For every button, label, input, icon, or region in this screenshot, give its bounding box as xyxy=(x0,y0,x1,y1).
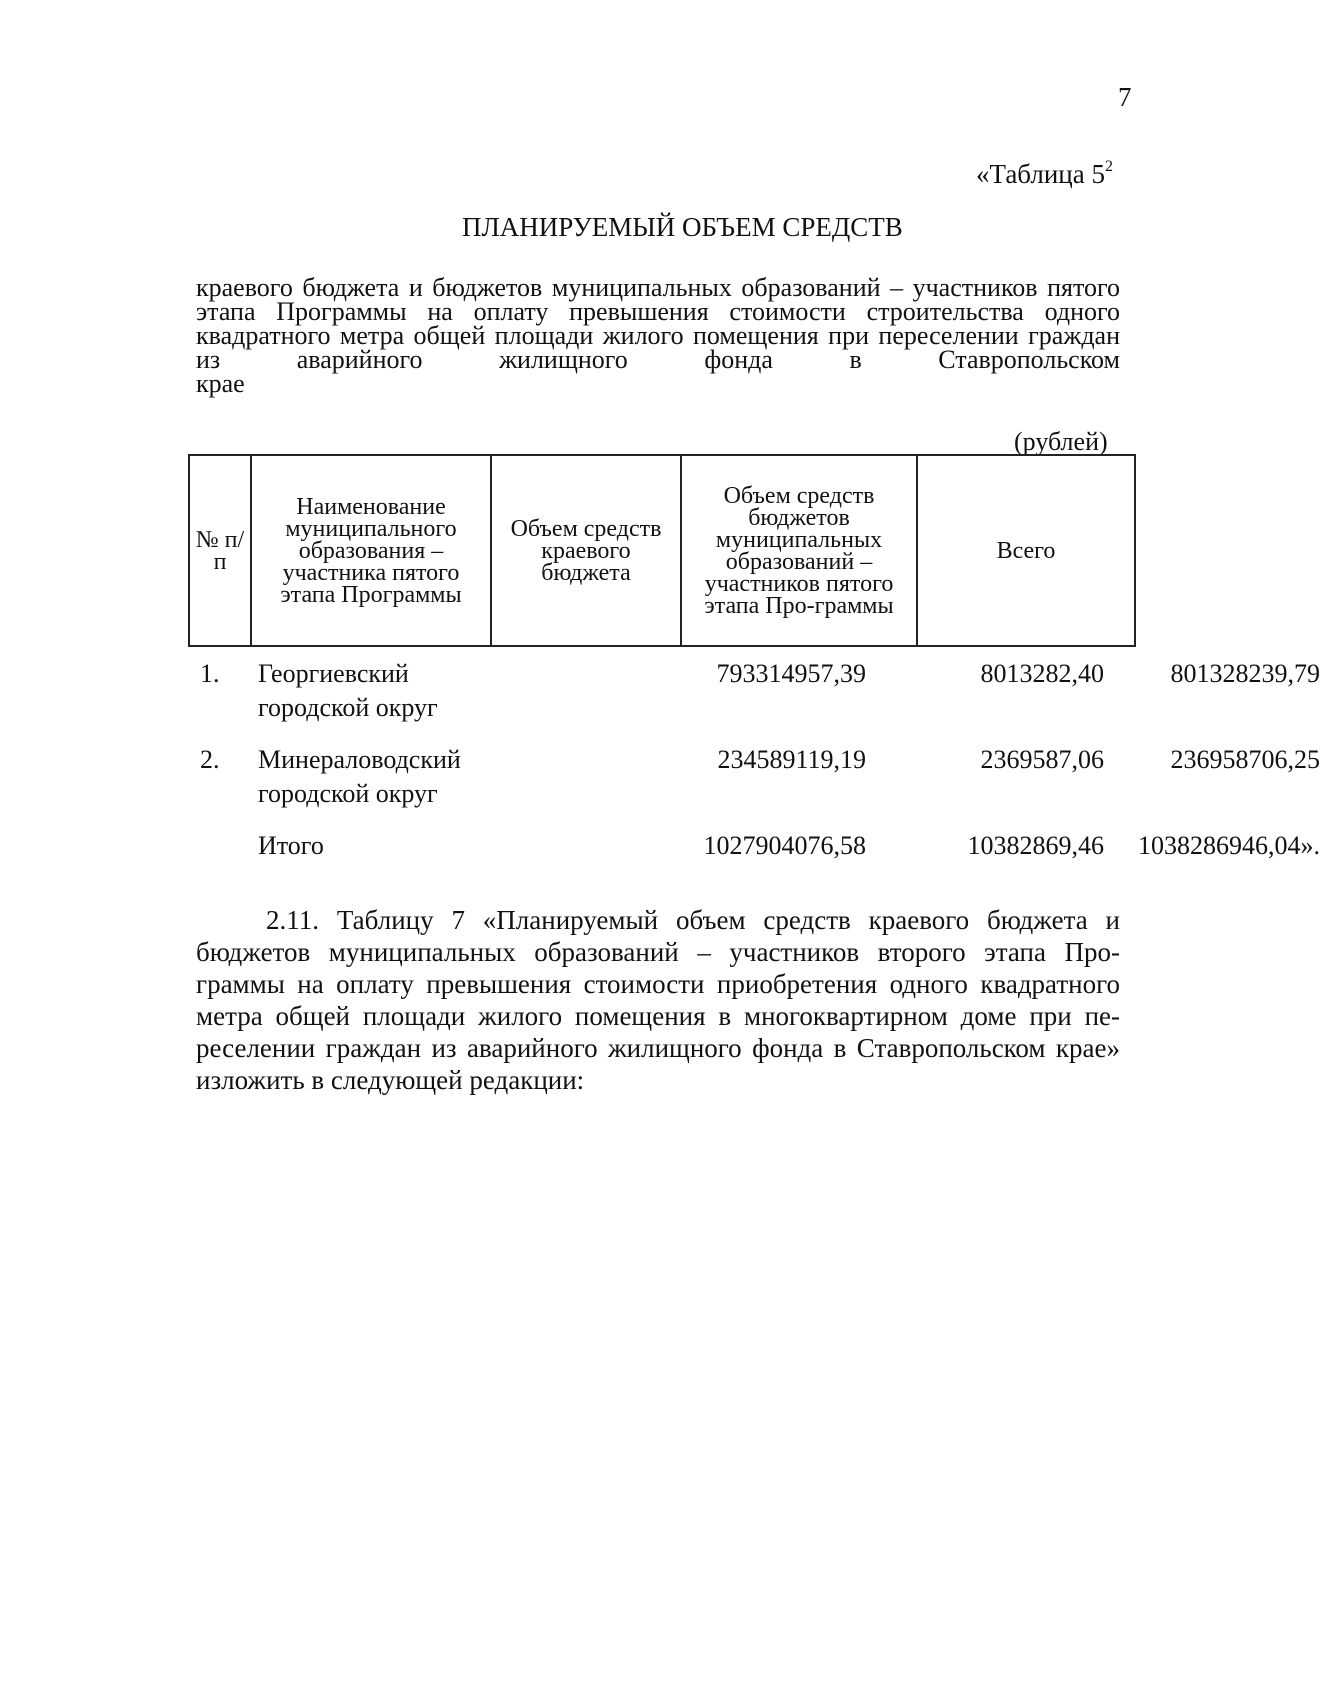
table-row xyxy=(188,743,1320,829)
table-total-row xyxy=(188,829,1320,879)
table-row xyxy=(188,657,1320,743)
row-total-value: 236958706,25 xyxy=(1170,745,1320,774)
units-label: (рублей) xyxy=(1014,427,1108,456)
header-index: № п/п xyxy=(189,455,251,646)
document-subtitle xyxy=(196,273,1120,398)
total-label: Итого xyxy=(258,831,324,860)
header-regional-budget: Объем средств краевого бюджета xyxy=(491,455,681,646)
row-index: 1. xyxy=(200,659,220,688)
total-sum-value: 1038286946,04». xyxy=(1138,831,1320,860)
document-subtitle-last-line: крае xyxy=(196,369,245,398)
header-name: Наименование муниципального образования – участника пятого этапа Программы xyxy=(251,455,491,646)
table-caption-text: «Таблица 5 xyxy=(976,159,1105,189)
row-municipal-value: 2369587,06 xyxy=(980,745,1104,774)
header-total: Всего xyxy=(917,455,1135,646)
total-regional-value: 1027904076,58 xyxy=(703,831,866,860)
row-regional-value: 234589119,19 xyxy=(717,745,866,774)
document-title: ПЛАНИРУЕМЫЙ ОБЪЕМ СРЕДСТВ xyxy=(462,212,903,242)
table-body xyxy=(188,657,1320,879)
table-caption-superscript: 2 xyxy=(1104,158,1113,175)
row-regional-value: 793314957,39 xyxy=(716,659,866,688)
row-index: 2. xyxy=(200,745,220,774)
row-total-value: 801328239,79 xyxy=(1170,659,1320,688)
body-paragraph: 2.11. Таблицу 7 «Планируемый объем средств краевого бюджета и бюджетов муниципальных образований – участников второго этапа Про-граммы на оплату превышения стоимости приобретения одного квадратного метра общей площади жилого помещения в многоквартирном доме при пе-реселении граждан из аварийного жилищного фонда в Ставропольском крае» изложить в следующей редакции: xyxy=(196,905,1120,1095)
total-municipal-value: 10382869,46 xyxy=(967,831,1104,860)
table-caption xyxy=(976,158,1113,190)
document-subtitle-main: краевого бюджета и бюджетов муниципальных образований – участников пятого этапа Программы на оплату превышения стоимости строительства одного квадратного метра общей площади жилого помещения при переселении граждан из аварийного жилищного фонда в Ставропольском xyxy=(196,273,1120,374)
table-header xyxy=(188,454,1136,647)
page-number: 7 xyxy=(1118,82,1132,112)
header-municipal-budget: Объем средств бюджетов муниципальных образований – участников пятого этапа Про-граммы xyxy=(681,455,917,646)
row-name: Георгиевский городской округ xyxy=(258,659,438,722)
row-name: Минераловодский городской округ xyxy=(258,745,461,808)
row-municipal-value: 8013282,40 xyxy=(980,659,1104,688)
